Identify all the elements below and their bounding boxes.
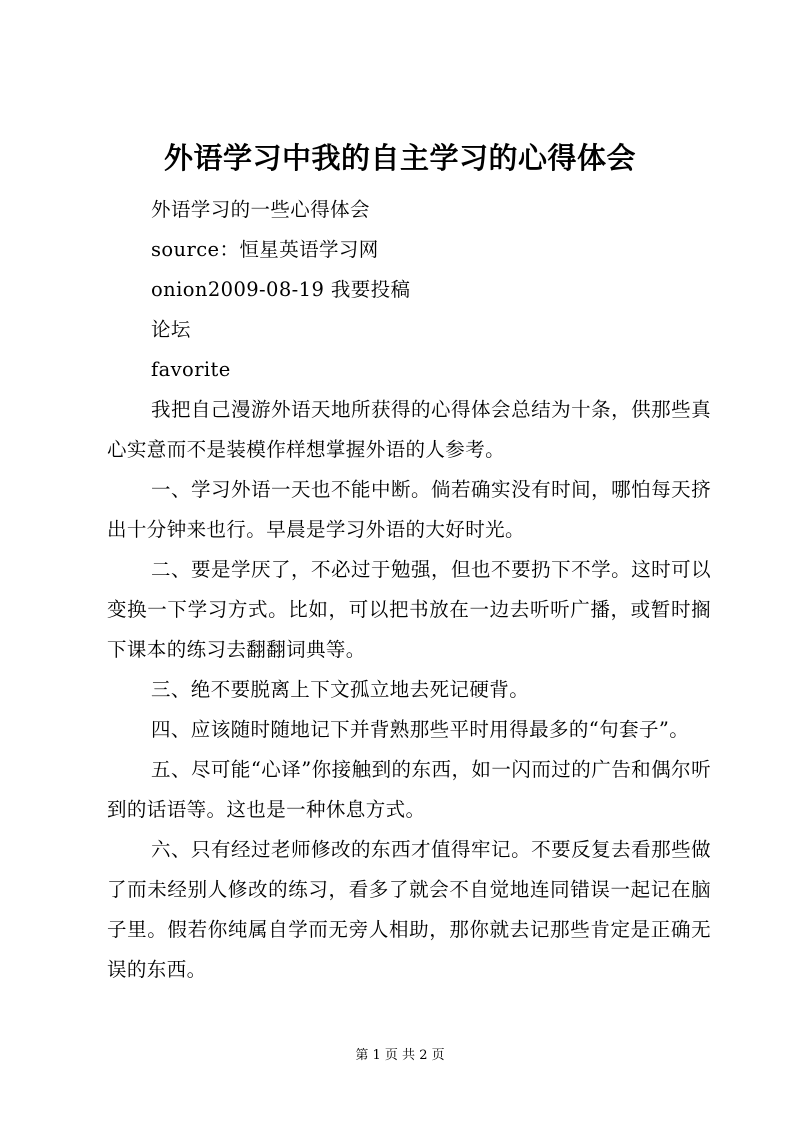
page-number-footer: 第 1 页 共 2 页 — [355, 1048, 445, 1063]
paragraph-source: source：恒星英语学习网 — [151, 238, 379, 261]
paragraph-forum: 论坛 — [151, 318, 191, 341]
paragraph-tip-5: 五、尽可能“心译”你接触到的东西，如一闪而过的广告和偶尔听到的话语等。这也是一种休息方式。 — [107, 758, 711, 821]
paragraph-tip-3: 三、绝不要脱离上下文孤立地去死记硬背。 — [151, 678, 530, 701]
document-title: 外语学习中我的自主学习的心得体会 — [163, 141, 636, 175]
paragraph-tip-4: 四、应该随时随地记下并背熟那些平时用得最多的“句套子”。 — [151, 718, 690, 741]
document-body — [107, 190, 711, 990]
paragraph-author-date: onion2009-08-19 我要投稿 — [151, 278, 411, 301]
paragraph-tip-2: 二、要是学厌了，不必过于勉强，但也不要扔下不学。这时可以变换一下学习方式。比如，可以把书放在一边去听听广播，或暂时搁下课本的练习去翻翻词典等。 — [107, 558, 711, 661]
paragraph-intro: 我把自己漫游外语天地所获得的心得体会总结为十条，供那些真心实意而不是装模作样想掌握外语的人参考。 — [107, 398, 711, 461]
paragraph-tip-1: 一、学习外语一天也不能中断。倘若确实没有时间，哪怕每天挤出十分钟来也行。早晨是学习外语的大好时光。 — [107, 478, 711, 541]
paragraph-subtitle: 外语学习的一些心得体会 — [151, 198, 370, 221]
paragraph-favorite: favorite — [151, 358, 231, 381]
paragraph-tip-6: 六、只有经过老师修改的东西才值得牢记。不要反复去看那些做了而未经别人修改的练习，看多了就会不自觉地连同错误一起记在脑子里。假若你纯属自学而无旁人相助，那你就去记那些肯定是正确无误的东西。 — [107, 838, 711, 981]
